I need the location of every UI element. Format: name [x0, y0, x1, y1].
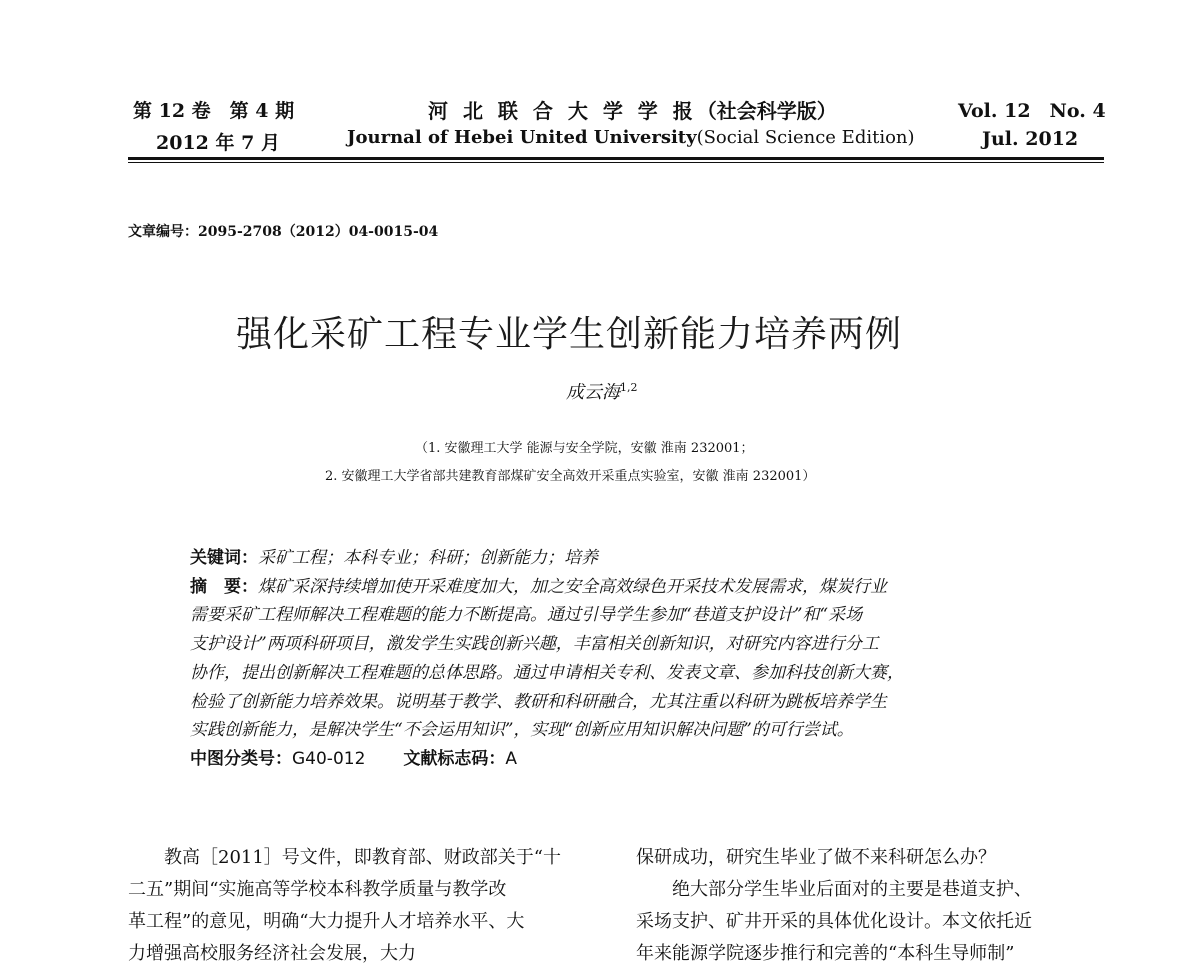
journal-edition-cn: （社会科学版） — [696, 99, 837, 123]
clc-value: G40-012 — [292, 748, 366, 769]
date-en: Jul. 2012 — [982, 128, 1079, 150]
keywords-text: 采矿工程；本科专业；科研；创新能力；培养 — [258, 548, 598, 568]
body-left-text-1: 教高［2011］号文件，即教育部、财政部关于“十 — [164, 847, 562, 868]
body-right-line-4: 年来能源学院逐步推行和完善的“本科生导师制” — [636, 943, 1015, 964]
author-name: 成云海 — [566, 382, 620, 403]
clc-label: 中图分类号： — [190, 748, 292, 769]
doc-code-label: 文献标志码： — [403, 748, 506, 769]
journal-name-en-main: Journal of Hebei United University — [347, 127, 697, 148]
abstract-line-4: 协作，提出创新解决工程难题的总体思路。通过申请相关专利、发表文章、参加科技创新大赛， — [190, 662, 904, 683]
body-right-text-2: 绝大部分学生毕业后面对的主要是巷道支护、 — [672, 879, 1032, 900]
journal-name-cn-main: 河 北 联 合 大 学 学 报 — [428, 99, 697, 123]
keywords-label: 关键词： — [190, 548, 258, 568]
journal-name-en — [347, 127, 915, 148]
classification-line — [190, 745, 1050, 774]
body-right-column — [636, 842, 1101, 970]
body-right-line-3: 采场支护、矿井开采的具体优化设计。本文依托近 — [636, 911, 1032, 932]
journal-edition-en: (Social Science Edition) — [696, 127, 915, 148]
affiliation-2: 2. 安徽理工大学省部共建教育部煤矿安全高效开采重点实验室，安徽 淮南 232001） — [325, 469, 816, 484]
body-left-line-3: 革工程”的意见，明确“大力提升人才培养水平、大 — [128, 911, 525, 932]
body-left-line-2: 二五”期间“实施高等学校本科教学质量与教学改 — [128, 879, 507, 900]
abstract-line-6: 实践创新能力，是解决学生“不会运用知识”，实现“创新应用知识解决问题”的可行尝试。 — [190, 720, 854, 741]
body-left-line-1 — [128, 842, 593, 874]
keywords-line — [190, 544, 1050, 573]
abstract-line-1 — [190, 573, 1050, 602]
publication-date: 2012 年 7 月 — [156, 132, 280, 154]
abstract-text-1: 煤矿采深持续增加使开采难度加大，加之安全高效绿色开采技术发展需求，煤炭行业 — [258, 576, 887, 597]
abstract-line-2: 需要采矿工程师解决工程难题的能力不断提高。通过引导学生参加“巷道支护设计”和“采场 — [190, 605, 863, 626]
body-left-line-4: 力增强高校服务经济社会发展，大力 — [128, 943, 416, 964]
header-rule-thick — [128, 157, 1104, 160]
author — [566, 378, 638, 404]
article-number: 文章编号：2095-2708（2012）04-0015-04 — [128, 224, 439, 240]
header-rule-thin — [128, 162, 1104, 163]
body-right-line-1: 保研成功，研究生毕业了做不来科研怎么办？ — [636, 847, 996, 868]
doc-code-value: A — [505, 748, 518, 769]
abstract-block — [190, 544, 1050, 774]
vol-no-en: Vol. 12 No. 4 — [958, 100, 1106, 122]
journal-name-cn — [428, 95, 837, 124]
abstract-label: 摘 要： — [190, 576, 258, 597]
abstract-line-3: 支护设计”两项科研项目，激发学生实践创新兴趣，丰富相关创新知识，对研究内容进行分工 — [190, 634, 879, 655]
affiliation-1: （1. 安徽理工大学 能源与安全学院，安徽 淮南 232001； — [415, 441, 754, 456]
author-affil-marks: 1,2 — [620, 381, 638, 394]
abstract-line-5: 检验了创新能力培养效果。说明基于教学、教研和科研融合，尤其注重以科研为跳板培养学生 — [190, 691, 887, 712]
volume-issue: 第 12 卷 第 4 期 — [133, 100, 295, 122]
article-title: 强化采矿工程专业学生创新能力培养两例 — [236, 314, 903, 355]
body-left-column — [128, 842, 593, 970]
body-right-line-2 — [636, 874, 1101, 906]
